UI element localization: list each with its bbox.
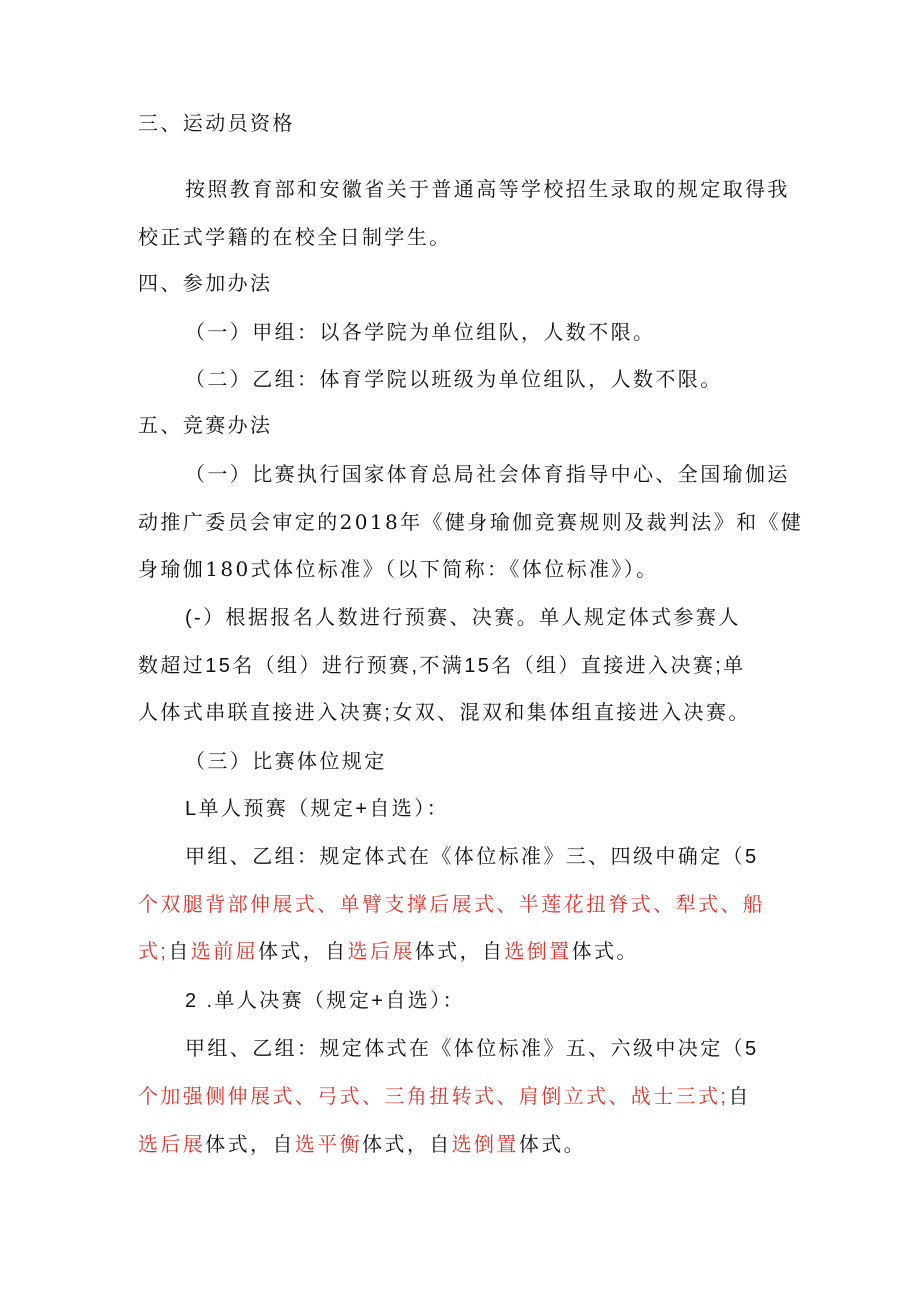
highlight-text: 式; [138, 941, 169, 963]
paragraph-line: （一）比赛执行国家体育总局社会体育指导中心、全国瑜伽运 [185, 462, 790, 486]
paragraph-line [138, 1085, 751, 1109]
highlight-text: 选平衡 [294, 1134, 363, 1156]
highlight-text: 双腿背部伸展式、单臂支撑后展式、半莲花扭脊式、犁式、船 [160, 894, 766, 916]
plain-text: 体式。 [571, 941, 639, 963]
highlight-text: 选后展 [138, 1134, 206, 1156]
highlight-text: 个 [138, 894, 161, 916]
paragraph-line: 甲组、乙组：规定体式在《体位标准》五、六级中决定（5 [185, 1038, 759, 1060]
plain-text: 体式，自 [362, 1134, 452, 1156]
highlight-text: 加强侧伸展式、弓式、三角扭转式、肩倒立式、战士三式; [160, 1086, 729, 1108]
paragraph-line: 数超过15名（组）进行预赛,不满15名（组）直接进入决赛;单 [138, 655, 746, 677]
subheading-posture-rules: （三）比赛体位规定 [185, 749, 387, 773]
section-heading-competition: 五、竞赛办法 [138, 413, 273, 437]
paragraph-line [138, 1133, 586, 1157]
paragraph-line: 甲组、乙组：规定体式在《体位标准》三、四级中确定（5 [185, 846, 759, 868]
paragraph-line: 动推广委员会审定的2018年《健身瑜伽竞赛规则及裁判法》和《健 [138, 510, 804, 534]
plain-text: 体式。 [518, 1134, 587, 1156]
plain-text: 体式，自 [414, 941, 505, 963]
paragraph-line: 人体式串联直接进入决赛;女双、混双和集体组直接进入决赛。 [138, 702, 751, 724]
paragraph-line: 校正式学籍的在校全日制学生。 [138, 225, 452, 249]
subheading-final: 2 .单人决赛（规定+自选）： [185, 990, 465, 1012]
paragraph-line: (-）根据报名人数进行预赛、决赛。单人规定体式参赛人 [185, 607, 741, 629]
highlight-text: 选前屈 [190, 941, 258, 963]
highlight-text: 个 [138, 1086, 161, 1108]
subheading-preliminary: L单人预赛（规定+自选）： [185, 798, 450, 820]
plain-text: 体式，自 [205, 1134, 295, 1156]
section-heading-eligibility: 三、运动员资格 [138, 111, 295, 135]
paragraph-line: 身瑜伽180式体位标准》（以下简称：《体位标准》）。 [138, 557, 659, 581]
list-item: （一）甲组：以各学院为单位组队，人数不限。 [185, 320, 656, 344]
paragraph-line [138, 940, 639, 964]
plain-text: 自 [728, 1086, 751, 1108]
list-item: （二）乙组：体育学院以班级为单位组队，人数不限。 [185, 367, 723, 391]
highlight-text: 选后展 [347, 941, 415, 963]
highlight-text: 选倒置 [451, 1134, 519, 1156]
section-heading-participation: 四、参加办法 [138, 271, 273, 295]
plain-text: 体式，自 [257, 941, 348, 963]
plain-text: 自 [168, 941, 191, 963]
highlight-text: 选倒置 [504, 941, 572, 963]
paragraph-line: 按照教育部和安徽省关于普通高等学校招生录取的规定取得我 [185, 177, 790, 201]
paragraph-line [138, 893, 765, 917]
